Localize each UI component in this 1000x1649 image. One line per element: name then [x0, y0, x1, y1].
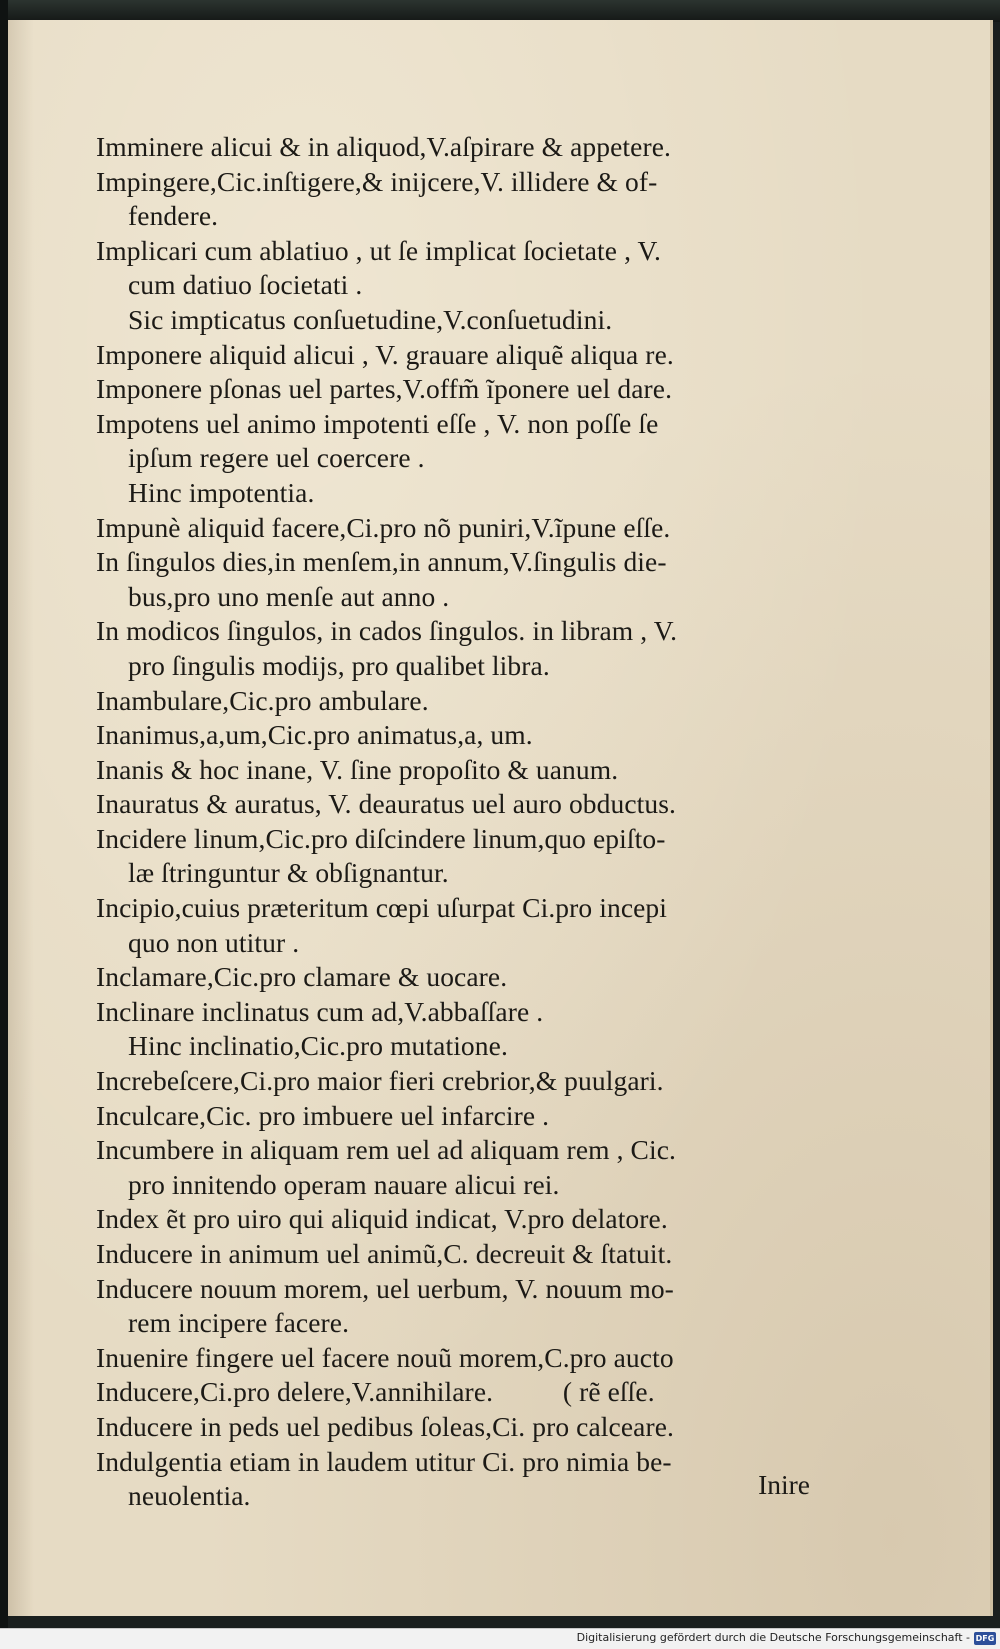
text-line: Imponere aliquid alicui , V. grauare aliquẽ aliqua re.	[96, 338, 674, 370]
catchword: Inire	[758, 1469, 810, 1500]
text-line: Incipio,cuius præteritum cœpi uſurpat Ci.pro incepi	[96, 892, 668, 924]
digitization-footer	[0, 1628, 1000, 1649]
text-line: Hinc inclinatio,Cic.pro mutatione.	[128, 1030, 508, 1062]
text-line: Inducere in peds uel pedibus ſoleas,Ci. pro calceare.	[96, 1410, 674, 1442]
text-line: Inducere,Ci.pro delere,V.annihilare. ( rẽ eſſe.	[96, 1376, 655, 1408]
text-line: Sic impticatus conſuetudine,V.conſuetudini.	[128, 303, 613, 335]
text-line: Inclamare,Cic.pro clamare & uocare.	[96, 961, 508, 993]
text-line: Imminere alicui & in aliquod,V.aſpirare & appetere.	[96, 131, 672, 162]
text-line: Incumbere in aliquam rem uel ad aliquam rem , Cic.	[96, 1134, 677, 1166]
text-line: Incidere linum,Cic.pro diſcindere linum,quo epiſto-	[96, 822, 666, 854]
text-line: Inauratus & auratus, V. deauratus uel auro obductus.	[96, 788, 677, 820]
text-line: fendere.	[128, 200, 219, 232]
text-line: Impingere,Cic.inſtigere,& inijcere,V. illidere & of-	[96, 165, 658, 197]
text-line: bus,pro uno menſe aut anno .	[128, 580, 450, 612]
text-line: In ſingulos dies,in menſem,in annum,V.ſingulis die-	[96, 546, 667, 578]
text-line: rem incipere facere.	[128, 1307, 350, 1339]
text-line: Inambulare,Cic.pro ambulare.	[96, 684, 429, 716]
text-line: Index ẽt pro uiro qui aliquid indicat, V.pro delatore.	[96, 1203, 668, 1235]
text-line: Inclinare inclinatus cum ad,V.abbaſſare .	[96, 995, 544, 1027]
text-line: Inanimus,a,um,Cic.pro animatus,a, um.	[96, 719, 533, 751]
book-binding-left	[0, 0, 8, 1648]
text-line: Impunè aliquid facere,Ci.pro nõ puniri,V.ĩpune eſſe.	[96, 511, 671, 543]
text-line: Indulgentia etiam in laudem utitur Ci. pro nimia be-	[96, 1445, 672, 1477]
text-line: cum datiuo ſocietati .	[128, 269, 363, 301]
book-binding-top	[0, 0, 1000, 22]
dictionary-text	[96, 130, 816, 1514]
footer-credit: Digitalisierung gefördert durch die Deutsche Forschungsgemeinschaft -	[576, 1631, 970, 1644]
book-page	[8, 20, 993, 1616]
text-line: Hinc impotentia.	[128, 476, 315, 508]
text-line: læ ſtringuntur & obſignantur.	[128, 857, 449, 889]
text-line: pro innitendo operam nauare alicui rei.	[128, 1168, 560, 1200]
text-line: Inculcare,Cic. pro imbuere uel infarcire .	[96, 1099, 550, 1131]
text-line: quo non utitur .	[128, 926, 300, 958]
text-line: In modicos ſingulos, in cados ſingulos. in libram , V.	[96, 615, 678, 647]
text-line: neuolentia.	[128, 1480, 251, 1512]
dfg-logo-icon: DFG	[975, 1634, 995, 1643]
text-line: Inducere nouum morem, uel uerbum, V. nouum mo-	[96, 1272, 674, 1304]
text-line: Inanis & hoc inane, V. ſine propoſito & uanum.	[96, 753, 619, 785]
text-line: ipſum regere uel coercere .	[128, 442, 425, 474]
text-line: Implicari cum ablatiuo , ut ſe implicat ſocietate , V.	[96, 234, 661, 266]
text-line: Inuenire fingere uel facere nouũ morem,C.pro aucto	[96, 1341, 674, 1373]
text-line: Impotens uel animo impotenti eſſe , V. non poſſe ſe	[96, 407, 659, 439]
text-line: Imponere pſonas uel partes,V.offm̃ ĩponere uel dare.	[96, 373, 673, 405]
text-line: Increbeſcere,Ci.pro maior fieri crebrior,& puulgari.	[96, 1065, 664, 1097]
text-line: pro ſingulis modijs, pro qualibet libra.	[128, 649, 550, 681]
text-line: Inducere in animum uel animũ,C. decreuit & ſtatuit.	[96, 1238, 673, 1269]
